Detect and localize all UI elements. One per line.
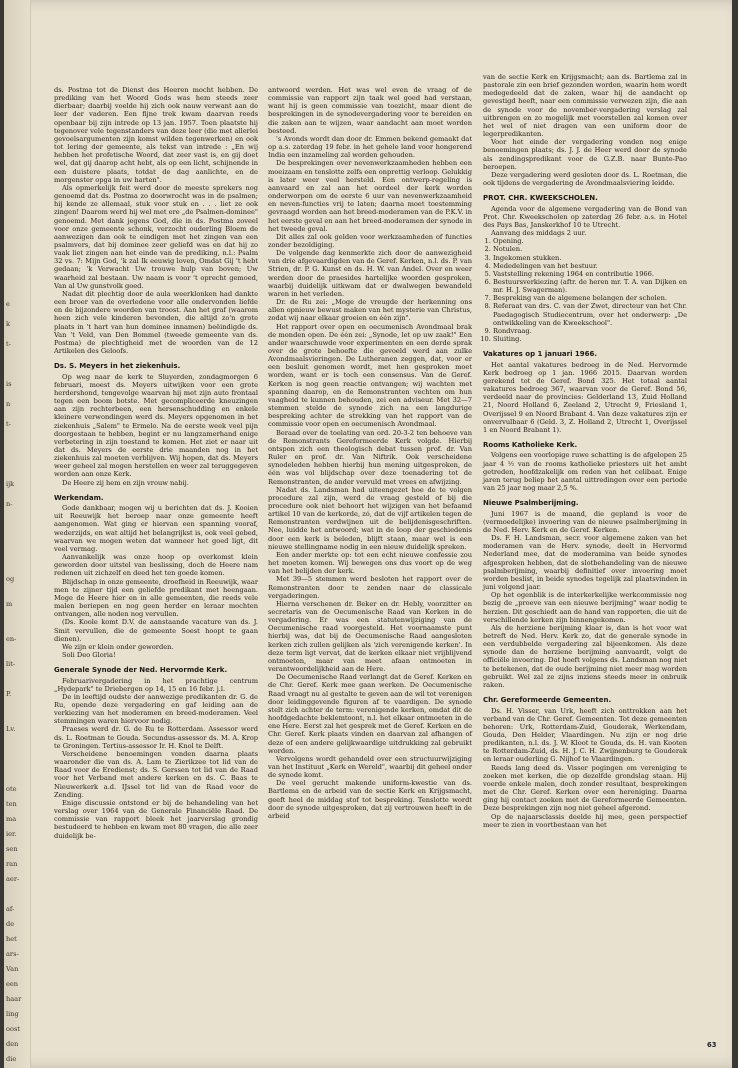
article-paragraph: Ds. H. Visser, van Urk, heeft zich onttrokken aan het verband van de Chr. Geref. Gemeenten. Tot deze gemeenten behoren: Urk, Rotterdam-Zuid, Gouderak, Werkendam, Gouda, Den Helder, Vlaardingen. Nu zijn er nog drie predikanten, n.l. ds. J. W. Kloot te Gouda, ds. H. van Kooten te Rotterdam-Zuid, ds. H. J. C. H. Zwijnenburg te Gouderak en leraar ouderling G. Nijhof te Vlaardingen.	[483, 706, 687, 764]
agenda-list	[483, 237, 687, 343]
article-paragraph: De veel gerucht makende uniform-kwestie van ds. Bartlema en de arbeid van de sectie Kerk en Krijgsmacht, geeft heel de middag stof tot bespreking. Tenslotte wordt door de synode uitgesproken, dat zij vertrouwen heeft in de arbeid	[268, 779, 472, 820]
article-paragraph: van de sectie Kerk en Krijgsmacht; aan ds. Bartlema zal in pastorale zin een brief gezonden worden, waarin hem wordt medegedeeld dat de zaken, waar hij de aandacht op gevestigd heeft, naar een commissie verwezen zijn, die aan de synode voor de november-vergadering verslag zal uitbrengen en zo mogelijk met voorstellen zal komen over het wel of niet dragen van een uniform door de legerpredikanten.	[483, 73, 687, 139]
article-paragraph: (Ds. Koole komt D.V. de aanstaande vacature van ds. J. Smit vervullen, die de gemeente Soest hoopt te gaan dienen).	[54, 618, 258, 643]
article-paragraph: Agenda voor de algemene vergadering van de Bond van Prot. Chr. Kweekscholen op zaterdag 26 febr. a.s. in Hotel des Pays Bas, Janskerkhof 10 te Utrecht.	[483, 204, 687, 229]
gutter-fragment: het	[6, 935, 17, 943]
gutter-fragment: ten	[6, 800, 17, 808]
gutter-fragment: n	[6, 400, 11, 408]
article-paragraph: De Heere zij hem en zijn vrouw nabij.	[62, 478, 189, 487]
article-paragraph: Aanvankelijk was onze hoop op overkomst klein geworden door uitstel van beslissing, doch de Heere nam redenen uit zichzelf en deed het ten goede komen.	[54, 553, 258, 578]
section-heading: Nieuwe Psalmberijming.	[483, 499, 579, 508]
article-paragraph: Volgens een voorlopige ruwe schatting is de afgelopen 25 jaar 4 ½ van de rooms katholieke priesters uit het ambt getreden, hoofdzakelijk om reden van het celibaat. Enige jaren terug beliep het aantal uittredingen over een periode van 25 jaar nog maar 2,5 %.	[483, 451, 687, 493]
article-paragraph: Praeses werd dr. G. de Ru te Rotterdam. Assessor werd ds. L. Roetman te Gouda. Secundus-assessor ds. M. A. Krop te Groningen. Tertius-assessor Ir. H. Knol te Delft.	[54, 725, 258, 750]
gutter-fragment: die	[6, 1055, 17, 1063]
gutter-fragment: een	[6, 980, 19, 988]
article-paragraph: Beraad over de toelating van ord. 20-3-2 ten behoeve van de Remonstrants Gereformeerde Kerk volgde. Hierbij ontspon zich een theologisch debat tussen prof. dr. Van Ruler en prof. dr. Van Niftrik. Ook verscheidene synodeleden hebben hierbij hun mening uitgesproken, de één was vol blijdschap over deze toenadering tot de Remonstranten, de ander vervuld met vrees en afwijzing.	[268, 428, 472, 486]
agenda-item: 1. Opening.	[493, 237, 687, 245]
article-paragraph: ds. Postma tot de Dienst des Heeren mocht hebben. De prediking van het Woord Gods was hem steeds zeer dierbaar; daarbij voelde hij zich ook nauw verwant aan de leer der vaderen. Een fijne trek kwam daarvan reeds openbaar bij zijn intrede op 13 jan. 1957. Toen plaatste hij tegenover vele tegenstanders van deze leer (die met allerlei gevoelsargumenten zijn komst wilden tegenwerken) en ook tot lering der gemeente, als tekst van intrede : „En wij hebben het profetische Woord, dat zeer vast is, en gij doet wel, dat gij daarop acht hebt, als op een licht, schijnende in een duistere plaats, totdat de dag aanlichte, en de morgenster opga in uw harten".	[54, 86, 258, 184]
article-paragraph: Juni 1967 is de maand, die gepland is voor de (vermoedelijke) invoering van de nieuwe psalmberijming in de Ned. Herv. Kerk en de Geref. Kerken.	[483, 509, 687, 534]
gutter-fragment: m	[6, 600, 13, 608]
agenda-item: 10. Sluiting.	[493, 335, 687, 343]
article-paragraph: Gode dankbaar, mogen wij u berichten dat ds. J. Kooien uit Reeuwijk het beroep naar onze gemeente heeft aangenomen. Wat ging er hiervan een spanning vooraf, wederzijds, en wat altijd het belangrijkst is, ook veel gebed, waarvan we mogen weten dat wanneer het goed ligt, dit veel vermag.	[54, 504, 258, 553]
article-paragraph: De in leeftijd oudste der aanwezige predikanten dr. G. de Ru, opende deze vergadering en gaf leiding aan de verkiezing van het moderamen en breed-moderamen. Veel stemmingen waren hiervoor nodig.	[54, 692, 258, 726]
article-paragraph: Februarivergadering in het prachtige centrum „Hydepark" te Driebergen op 14, 15 en 16 febr. j.l.	[54, 676, 258, 693]
gutter-fragment: Van	[6, 965, 19, 973]
section-heading: Ds. S. Meyers in het ziekenhuis.	[54, 362, 181, 371]
column-1	[54, 86, 258, 840]
section-heading: Chr. Gereformeerde Gemeenten.	[483, 696, 612, 705]
gutter-fragment: den	[6, 1040, 19, 1048]
article-paragraph: Deze vergadering werd gesloten door ds. L. Roetman, die ook tijdens de vergadering de Avondmaalsviering leidde.	[483, 170, 687, 188]
gutter-fragment: t-	[6, 340, 11, 348]
gutter-fragment: ling	[6, 1010, 19, 1018]
gutter-fragment: oost	[6, 1025, 20, 1033]
article-paragraph: Als de herziene berijming klaar is, dan is het voor wat betreft de Ned. Herv. Kerk zo, dat de generale synode in een verdubbelde vergadering zal bijeenkomen. Als deze synode dan de herziene berijming aanvaardt, volgt de officiële invoering. Dat hoeft volgens ds. Landsman nog niet te betekenen, dat de oude berijming niet meer mag worden gebruikt. Wel zal ze zijns inziens steeds meer in onbruik raken.	[483, 623, 687, 689]
gutter-fragment: aer-	[6, 875, 20, 883]
agenda-item: 2. Notulen.	[493, 245, 687, 253]
agenda-item: 9. Rondvraag.	[493, 327, 687, 335]
agenda-item: 8. Referaat van drs. C. van der Zwet, directeur van het Chr. Paedagogisch Studiecentrum, over het onderwerp: „De ontwikkeling van de Kweekschool".	[493, 302, 687, 326]
agenda-item: 6. Bestuursverkiezing (aftr. de heren mr. T. A. van Dijken en mr. H. J. Swagerman).	[493, 278, 687, 294]
article-paragraph: Nadat dit plechtig door de aula weerklonken had dankte een broer van de overledene voor alle ondervonden liefde en de bijzondere woorden van troost. Aan het graf (waarom heen zich vele kinderen bevonden, die altijd zo'n grote plaats in 't hart van hun dominee innamen) beëindigde ds. Van 't Veld, van Den Bommel (tweede gemeente van ds. Postma) de plechtigheid met de woorden van de 12 Artikelen des Geloofs.	[54, 289, 258, 355]
gutter-fragment: haar	[6, 995, 22, 1003]
gutter-fragment: af-	[6, 905, 15, 913]
gutter-fragment: n-	[6, 500, 13, 508]
adjacent-page-gutter	[4, 0, 31, 1068]
gutter-fragment: en-	[6, 635, 17, 643]
article-paragraph: Reeds lang deed ds. Visser pogingen om vereniging te zoeken met kerken, die op dezelfde grondslag staan. Hij voerde enkele malen, doch zonder resultaat, besprekingen met de Chr. Geref. Kerken over een hereniging. Daarna ging hij contact zoeken met de Gereformeerde Gemeenten. Deze besprekingen zijn nog niet geheel afgerond.	[483, 763, 687, 813]
article-paragraph: Dit alles zal ook gelden voor werkzaamheden of functies zonder bezoldiging.	[268, 232, 472, 249]
article-paragraph: Het rapport over open en oecumenisch Avondmaal brak de monden open. De één zei: „Synode, let op uw zaak!" Een ander waarschuwde voor experimenten en een derde sprak over de grote behoefte die gevoeld werd aan zulke Avondmaalsvieringen. De Lutheranen zeggen, dat, voor er een besluit genomen wordt, met hen gesproken moet worden, want er is toch een consensus. Van de Geref. Kerken is nog geen reactie ontvangen; wij wachten met spanning daarop, en de Remonstranten vechten om hun vaagheid te kunnen behouden, zei een adviseur. Met 32—7 stemmen stelde de synode zich na een langdurige bespreking achter de strekking van het rapport van de commissie voor open en oecumenisch Avondmaal.	[268, 322, 472, 429]
article-paragraph: Een ander merkte op: tot een echt nieuwe confessie zou het moeten komen. Wij bewegen ons dus voort op de weg van het belijden der kerk.	[268, 550, 472, 576]
article-paragraph: De volgende dag kenmerkte zich door de aanwezigheid van drie afgevaardigden van de Geref. Kerken, n.l. ds. P. van Strien, dr. P. G. Kunst en ds. H. W. van Andel. Over en weer werden door de praesides hartelijke woorden gesproken, waarbij duidelijk uitkwam dat er dwalwegen bewandeld waren in het verleden.	[268, 249, 472, 298]
article-paragraph: Voor het einde der vergadering vonden nog enige benoemingen plaats; ds. J. J. de Heer werd door de synode als zendingspredikant voor de G.Z.B. naar Bunte-Pao beroepen.	[483, 138, 687, 171]
column-2	[268, 86, 472, 820]
article-paragraph: De besprekingen over nevenwerkzaamheden hebben een moeizaam en tenslotte zelfs een onprettig verloop. Gelukkig is later weer veel hersteld. Een ontwerp-regeling is aanvaard en zal aan het oordeel der kerk worden onderworpen om de eerste 6 uur van nevenwerkzaamheid en neven-functies vrij te laten; daarna moet toestemming gevraagd worden aan het breed-moderamen van de P.K.V. in het eerste geval en aan het breed-moderamen der synode in het tweede geval.	[268, 159, 472, 233]
article-paragraph: Met 39—5 stemmen werd besloten het rapport over de Remonstranten door te zenden naar de classicale vergaderingen.	[268, 575, 472, 600]
section-heading: Generale Synode der Ned. Hervormde Kerk.	[54, 666, 228, 675]
section-heading: PROT. CHR. KWEEKSCHOLEN.	[483, 194, 598, 203]
article-paragraph: We zijn er klein onder geworden.	[62, 642, 174, 651]
article-paragraph: Op weg naar de kerk te Sluyerden, zondagmorgen 6 februari, moest ds. Meyers uitwijken voor een grote herdershond, tengevolge waarvan hij met zijn auto frontaal tegen een boom botste. Met gecompliceerde kneuzingen aan zijn rechterbeen, een hersenschudding en enkele kleinere verwondingen werd ds. Meyers opgenomen in het ziekenhuis „Salem" te Ermelo. Na de eerste week veel pijn doorgestaan te hebben, begint er nu langzamerhand enige verbetering in zijn toestand te komen. Het ziet er naar uit dat ds. Meyers de eerste drie maanden nog in het ziekenhuis zal moeten verblijven. Wij hopen, dat ds. Meyers weer geheel zal mogen herstellen en weer zal teruggegeven worden aan onze Kerk.	[54, 372, 258, 479]
agenda-item: 3. Ingekomen stukken.	[493, 254, 687, 262]
agenda-item: 4. Mededelingen van het bestuur.	[493, 262, 687, 270]
section-heading: Werkendam.	[54, 493, 104, 502]
article-paragraph: Het aantal vakatures bedroeg in de Ned. Hervormde Kerk bedroeg op 1 jan. 1966 2015. Daarvan worden gerekend tot de Geref. Bond 325. Het totaal aantal vakatures bedroeg 367, waarvan voor de Geref. Bond 56, verdeeld naar de provincies: Gelderland 13, Zuid Holland 21, Noord Holland 6, Zeeland 2, Utrecht 9, Friesland 1, Overijssel 9 en Noord Brabant 4. Van deze vakatures zijn er onvervulbaar 6 (Geld. 3, Z. Holland 2, Utrecht 1, Overijssel 1 en Noord Brabant 1).	[483, 360, 687, 434]
gutter-fragment: lit-	[6, 660, 16, 668]
gutter-fragment: Lv.	[6, 725, 16, 733]
article-paragraph: Soli Deo Gloria!	[62, 650, 116, 659]
article-paragraph: Blijdschap in onze gemeente, droefheid in Reeuwijk, waar men te zijner tijd een geliefde predikant met heengaan. Moge de Heere hier en in alle gemeenten, die reeds vele malen beriepen en nog geen herder en leraar mochten ontvangen, alle noden nog vervullen.	[54, 577, 258, 619]
column-3	[483, 73, 687, 829]
magazine-page	[4, 0, 732, 1068]
article-paragraph: Nadat ds. Landsman had uiteengezet hoe de te volgen procedure zal zijn, werd de vraag gesteld of bij die procedure ook niet behoort het wijzigen van het befaamd artikel 10 van de kerkorde, zó, dat de vijf artikelen tegen de Remonstranten verdwijnen uit de belijdenisgeschriften. Nee, luidde het antwoord; wat in de loop der geschiedenis door een kerk is beleden, blijft staan, maar wel is een nieuwe stellingname nodig in een nieuw duidelijk spreken.	[268, 485, 472, 551]
article-paragraph: Als opmerkelijk feit werd door de meeste sprekers nog genoemd dat ds. Postma zo doorwrocht was in de psalmen; hij kende ze allemaal, stuk voor stuk en . . . liet ze ook zingen! Daarom werd hij wel met ere „de Psalmen-dominee" genoemd. Met dank jegens God, die in ds. Postma zoveel voor onze gemeente schonk, verzocht ouderling Bloem de aanwezigen dan ook te eindigen met het zingen van een psalmvers, dat bij dominee zeer geliefd was en dat hij zo vaak liet zingen aan het einde van de prediking, n.l.: Psalm 32 vs. 7: Mijn God, 'k zal Ik eeuwig loven, Omdat Gij 't hebt gedaan; 'k Verwacht Uw trouwe hulp van boven; Uw waarheid zal bestaan. Uw naam is voor 't oprecht gemoed, Van al Uw gunstvolk goed.	[54, 183, 258, 290]
gutter-fragment: ars-	[6, 950, 19, 958]
gutter-fragment: ran	[6, 860, 18, 868]
gutter-fragment: ijk	[6, 480, 15, 488]
article-paragraph: Hierna verschenen dr. Beker en dr. Hebly, voorzitter en secretaris van de Oecumenische Raad van Kerken in de vergadering. Er was een statutenwijziging van de Oecumenische raad voorgesteld. Het voornaamste punt hierbij was, dat bij de Oecumenische Raad aangesloten kerken zich zullen gelijken als 'zich verenigende kerken'. In deze term ligt vervat, dat de kerken elkaar niet vrijblijvend ontmoeten, maar van meet afaan ontmoeten in verantwoordelijkheid aan de Here.	[268, 599, 472, 674]
gutter-fragment: k	[6, 320, 10, 328]
article-paragraph: Op het ogenblik is de interkerkelijke werkcommissie nog bezig de „proeve van een nieuwe berijming" waar nodig te herzien. Dit geschiedt aan de hand van rapporten, die uit de verschillende kerken zijn binnengekomen.	[483, 591, 687, 624]
gutter-fragment: og	[6, 575, 15, 583]
gutter-fragment: ier.	[6, 830, 17, 838]
gutter-fragment: de	[6, 920, 15, 928]
gutter-fragment: P.	[6, 690, 12, 698]
article-paragraph: Vervolgens wordt gehandeld over een structuurwijziging van het Instituut „Kerk en Wereld", waarbij dit geheel onder de synode komt.	[268, 754, 472, 780]
article-paragraph: Enige discussie ontstond er bij de behandeling van het verslag over 1964 van de Generale Financiële Raad. De commissie van rapport bleek het jaarverslag grondig bestudeerd te hebben en kwam met 80 vragen, die alle zeer duidelijk be-	[54, 798, 258, 840]
section-heading: Vakatures op 1 januari 1966.	[483, 350, 598, 359]
section-heading: Rooms Katholieke Kerk.	[483, 441, 578, 450]
gutter-fragment: ma	[6, 815, 17, 823]
gutter-fragment: is	[6, 380, 12, 388]
article-paragraph: Op de najaarsclassis deelde hij mee, geen perspectief meer te zien in voortbestaan van het	[483, 812, 687, 829]
article-paragraph: Verscheidene benoemingen vonden daarna plaats waaronder die van ds. A. Lam te Zierikzee tot lid van de Raad voor de Eredienst; ds. S. Gerssen tot lid van de Raad voor het Verband met andere kerken en ds. C. Baas te Nieuwerkerk a.d. IJssel tot lid van de Raad voor de Zending.	[54, 749, 258, 799]
agenda-item: 5. Vaststelling rekening 1964 en contributie 1966.	[493, 270, 687, 278]
article-paragraph: Aanvang des middags 2 uur.	[491, 229, 587, 238]
gutter-fragment: ote	[6, 785, 17, 793]
article-paragraph: 's Avonds wordt dan door dr. Emmen bekend gemaakt dat op a.s. zaterdag 19 febr. in het gehele land voor hongerend India een inzameling zal worden gehouden.	[268, 134, 472, 160]
gutter-fragment: e	[6, 300, 10, 308]
article-paragraph: De Oecumenische Raad verlangt dat de Geref. Kerken en de Chr. Geref. Kerk mee gaan werken. De Oecumenische Raad vraagt nu al gestalte te geven aan de wil tot verenigen door leidinggevende figuren af te vaardigen. De synode stelt zich achter de term: verenigende kerken, omdat dit de hoofdgedachte beklemtoont, n.l. het elkaar ontmoeten in de ene Here. Eerst zal het gesprek met de Geref. Kerken en de Chr. Geref. Kerk plaats vinden en daarvan zal afhangen of deze of een andere gelijkwaardige uitdrukking zal gebruikt worden.	[268, 673, 472, 755]
gutter-fragment: t-	[6, 420, 11, 428]
article-paragraph: antwoord werden. Het was wel even de vraag of de commissie van rapport zijn taak wel goed had verstaan, want hij is geen commissie van toezicht, maar dient de besprekingen in de synodevergadering voor te bereiden en die zaken aan te wijzen, waar aandacht aan moet worden besteed.	[268, 86, 472, 135]
gutter-fragment: sen	[6, 845, 18, 853]
article-paragraph: Dr. de Ru zei: „Moge de vreugde der herkenning ons allen opnieuw bewust maken van het mysterie van Christus, zodat wij naar elkaar groeien en één zijn".	[268, 298, 472, 323]
page-number: 63	[707, 1041, 717, 1049]
agenda-item: 7. Bespreking van de algemene belangen der scholen.	[493, 294, 687, 302]
article-paragraph: Ds. F. H. Landsman, secr. voor algemene zaken van het moderamen van de Herv. synode, deelt in Hervormd Nederland mee, dat de moderamina van beide synodes afgesproken hebben, dat de slotbehandeling van de nieuwe psalmberijming, waarbij definitief over invoering moet worden beslist, in beide synodes tegelijk zal plaatsvinden in juni volgend jaar.	[483, 534, 687, 592]
